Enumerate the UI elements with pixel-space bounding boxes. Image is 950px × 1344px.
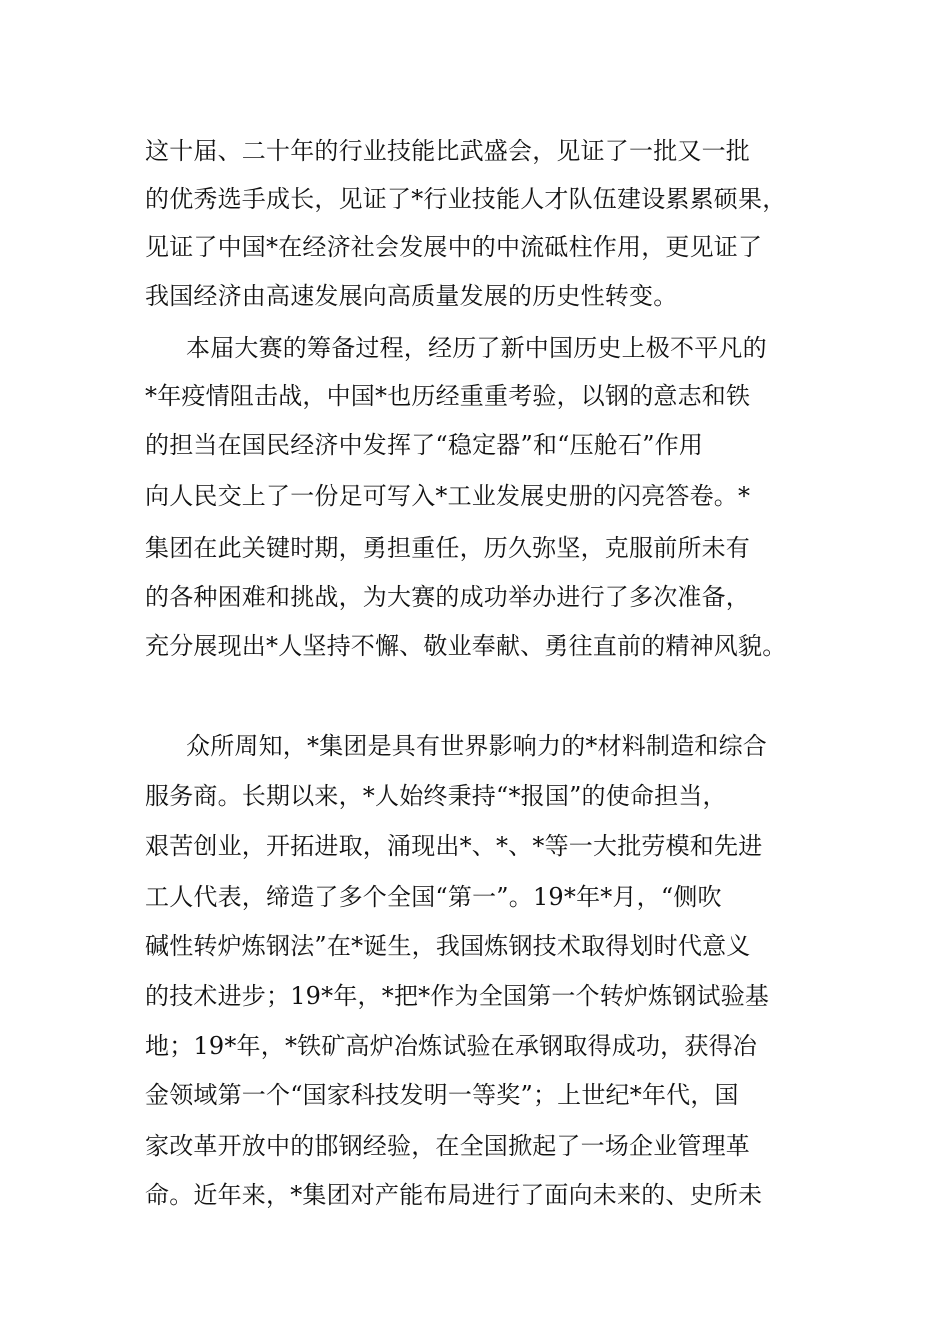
- paragraph-3-line-10: 命。近年来，*集团对产能布局进行了面向未来的、史所未: [145, 1181, 763, 1209]
- paragraph-1-line-3: 见证了中国*在经济社会发展中的中流砥柱作用，更见证了: [145, 233, 763, 261]
- paragraph-3-line-5: 碱性转炉炼钢法”在*诞生，我国炼钢技术取得划时代意义: [145, 932, 751, 960]
- paragraph-1-line-4: 我国经济由高速发展向高质量发展的历史性转变。: [145, 282, 678, 310]
- paragraph-3-line-8: 金领域第一个“国家科技发明一等奖”；上世纪*年代，国: [145, 1081, 739, 1109]
- paragraph-1-line-1: 这十届、二十年的行业技能比武盛会，见证了一批又一批: [145, 137, 750, 165]
- paragraph-3-line-6: 的技术进步；19*年，*把*作为全国第一个转炉炼钢试验基: [145, 982, 770, 1010]
- paragraph-2-line-6: 的各种困难和挑战，为大赛的成功举办进行了多次准备，: [145, 583, 750, 611]
- paragraph-2-line-5: 集团在此关键时期，勇担重任，历久弥坚，克服前所未有: [145, 534, 750, 562]
- paragraph-2-line-3: 的担当在国民经济中发挥了“稳定器”和“压舱石”作用: [145, 431, 704, 459]
- paragraph-3-line-9: 家改革开放中的邯钢经验，在全国掀起了一场企业管理革: [145, 1132, 750, 1160]
- paragraph-3-line-7: 地；19*年，*铁矿高炉冶炼试验在承钢取得成功，获得冶: [145, 1032, 757, 1060]
- paragraph-2-line-4: 向人民交上了一份足可写入*工业发展史册的闪亮答卷。*: [145, 482, 751, 510]
- paragraph-3-line-3: 艰苦创业，开拓进取，涌现出*、*、*等一大批劳模和先进: [145, 832, 763, 860]
- paragraph-2-line-1: 本届大赛的筹备过程，经历了新中国历史上极不平凡的: [186, 334, 767, 362]
- paragraph-2-line-2: *年疫情阻击战，中国*也历经重重考验，以钢的意志和铁: [145, 382, 751, 410]
- paragraph-2-line-7: 充分展现出*人坚持不懈、敬业奉献、勇往直前的精神风貌。: [145, 632, 787, 660]
- paragraph-1-line-2: 的优秀选手成长，见证了*行业技能人才队伍建设累累硕果，: [145, 185, 787, 213]
- paragraph-3-line-4: 工人代表，缔造了多个全国“第一”。19*年*月，“侧吹: [145, 883, 722, 911]
- paragraph-3-line-1: 众所周知，*集团是具有世界影响力的*材料制造和综合: [186, 732, 767, 760]
- paragraph-3-line-2: 服务商。长期以来，*人始终秉持“*报国”的使命担当，: [145, 782, 727, 810]
